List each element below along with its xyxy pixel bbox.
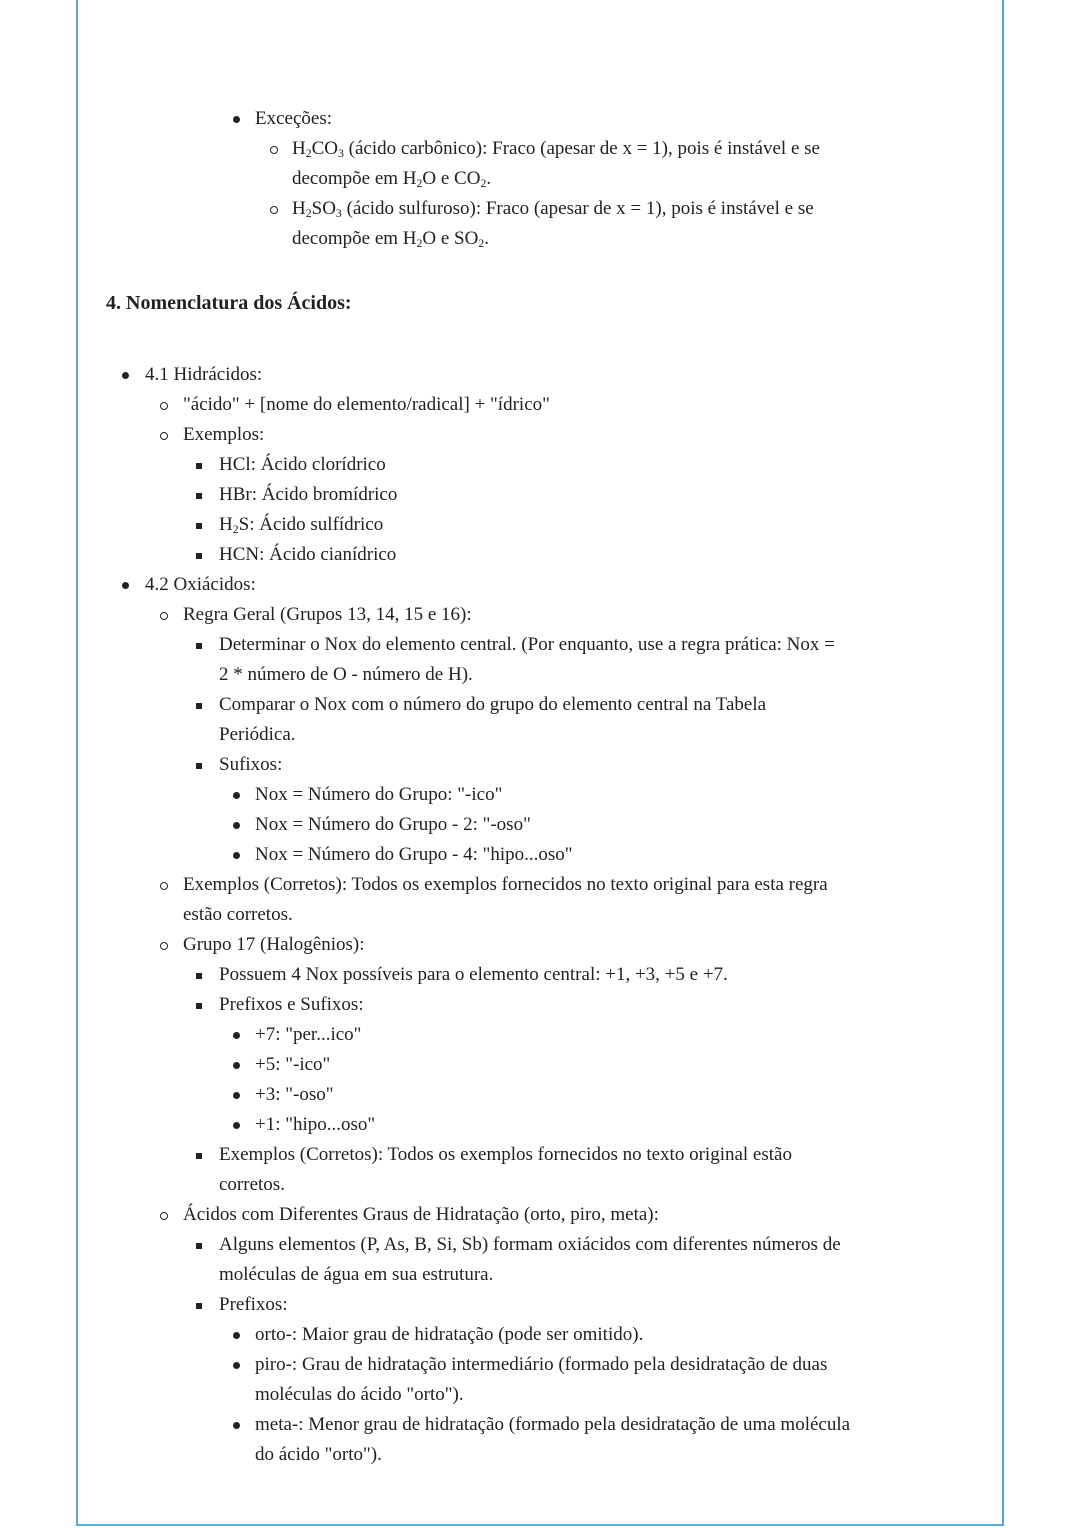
list-item: Nox = Número do Grupo: "-ico" bbox=[106, 780, 986, 810]
square-bullet-icon bbox=[196, 763, 202, 769]
list-item: HBr: Ácido bromídrico bbox=[106, 480, 986, 510]
square-bullet-icon bbox=[196, 463, 202, 469]
square-bullet-icon bbox=[196, 1153, 202, 1159]
list-item: Alguns elementos (P, As, B, Si, Sb) formam oxiácidos com diferentes números de moléculas de água em sua estrutura. bbox=[106, 1230, 986, 1290]
square-bullet-icon bbox=[196, 1003, 202, 1009]
disc-bullet-icon bbox=[233, 1362, 240, 1369]
square-bullet-icon bbox=[196, 553, 202, 559]
disc-bullet-icon bbox=[233, 1092, 240, 1099]
list-item: HCN: Ácido cianídrico bbox=[106, 540, 986, 570]
circle-bullet-icon bbox=[270, 146, 278, 154]
disc-bullet-icon bbox=[233, 1122, 240, 1129]
list-item: Sufixos: bbox=[106, 750, 986, 780]
disc-bullet-icon bbox=[233, 792, 240, 799]
list-item: +7: "per...ico" bbox=[106, 1020, 986, 1050]
square-bullet-icon bbox=[196, 973, 202, 979]
disc-bullet-icon bbox=[233, 822, 240, 829]
disc-bullet-icon bbox=[233, 1332, 240, 1339]
disc-bullet-icon bbox=[122, 582, 129, 589]
circle-bullet-icon bbox=[160, 882, 168, 890]
list-item: Comparar o Nox com o número do grupo do elemento central na Tabela Periódica. bbox=[106, 690, 986, 750]
square-bullet-icon bbox=[196, 703, 202, 709]
list-item: 4.2 Oxiácidos: bbox=[106, 570, 986, 600]
disc-bullet-icon bbox=[233, 1032, 240, 1039]
square-bullet-icon bbox=[196, 523, 202, 529]
list-item: "ácido" + [nome do elemento/radical] + "ídrico" bbox=[106, 390, 986, 420]
square-bullet-icon bbox=[196, 493, 202, 499]
circle-bullet-icon bbox=[160, 612, 168, 620]
list-item: Regra Geral (Grupos 13, 14, 15 e 16): bbox=[106, 600, 986, 630]
list-item: Prefixos: bbox=[106, 1290, 986, 1320]
list-item: Nox = Número do Grupo - 2: "-oso" bbox=[106, 810, 986, 840]
list-item: Exemplos (Corretos): Todos os exemplos fornecidos no texto original para esta regra estão corretos. bbox=[106, 870, 986, 930]
list-item: HCl: Ácido clorídrico bbox=[106, 450, 986, 480]
list-item: +1: "hipo...oso" bbox=[106, 1110, 986, 1140]
circle-bullet-icon bbox=[160, 402, 168, 410]
disc-bullet-icon bbox=[233, 1422, 240, 1429]
list-item: $H_2SO_3$ (ácido sulfuroso): Fraco (apesar de x = 1), pois é instável e se decompõe em $H_2O$ e $SO_2$. bbox=[106, 194, 986, 254]
section-heading: 4. Nomenclatura dos Ácidos: bbox=[106, 292, 352, 314]
list-item: Exceções: bbox=[106, 104, 986, 134]
list-item: +5: "-ico" bbox=[106, 1050, 986, 1080]
list-item: $H_2S$: Ácido sulfídrico bbox=[106, 510, 986, 540]
list-item: Grupo 17 (Halogênios): bbox=[106, 930, 986, 960]
disc-bullet-icon bbox=[233, 852, 240, 859]
list-item: 4.1 Hidrácidos: bbox=[106, 360, 986, 390]
list-item: +3: "-oso" bbox=[106, 1080, 986, 1110]
list-item: Exemplos: bbox=[106, 420, 986, 450]
list-item: $H_2CO_3$ (ácido carbônico): Fraco (apesar de x = 1), pois é instável e se decompõe em $H_2O$ e $CO_2$. bbox=[106, 134, 986, 194]
list-item: Prefixos e Sufixos: bbox=[106, 990, 986, 1020]
disc-bullet-icon bbox=[122, 372, 129, 379]
list-item: meta-: Menor grau de hidratação (formado pela desidratação de uma molécula do ácido "orto"). bbox=[106, 1410, 986, 1470]
square-bullet-icon bbox=[196, 1243, 202, 1249]
list-item: piro-: Grau de hidratação intermediário (formado pela desidratação de duas moléculas do ácido "orto"). bbox=[106, 1350, 986, 1410]
list-item: Determinar o Nox do elemento central. (Por enquanto, use a regra prática: Nox = 2 * número de O - número de H). bbox=[106, 630, 986, 690]
square-bullet-icon bbox=[196, 643, 202, 649]
circle-bullet-icon bbox=[160, 1212, 168, 1220]
document-content bbox=[106, 0, 986, 1470]
disc-bullet-icon bbox=[233, 116, 240, 123]
disc-bullet-icon bbox=[233, 1062, 240, 1069]
list-item: Exemplos (Corretos): Todos os exemplos fornecidos no texto original estão corretos. bbox=[106, 1140, 986, 1200]
list-item: Nox = Número do Grupo - 4: "hipo...oso" bbox=[106, 840, 986, 870]
circle-bullet-icon bbox=[160, 432, 168, 440]
list-item: Possuem 4 Nox possíveis para o elemento central: +1, +3, +5 e +7. bbox=[106, 960, 986, 990]
circle-bullet-icon bbox=[270, 206, 278, 214]
list-item: orto-: Maior grau de hidratação (pode ser omitido). bbox=[106, 1320, 986, 1350]
circle-bullet-icon bbox=[160, 942, 168, 950]
list-item: Ácidos com Diferentes Graus de Hidratação (orto, piro, meta): bbox=[106, 1200, 986, 1230]
square-bullet-icon bbox=[196, 1303, 202, 1309]
